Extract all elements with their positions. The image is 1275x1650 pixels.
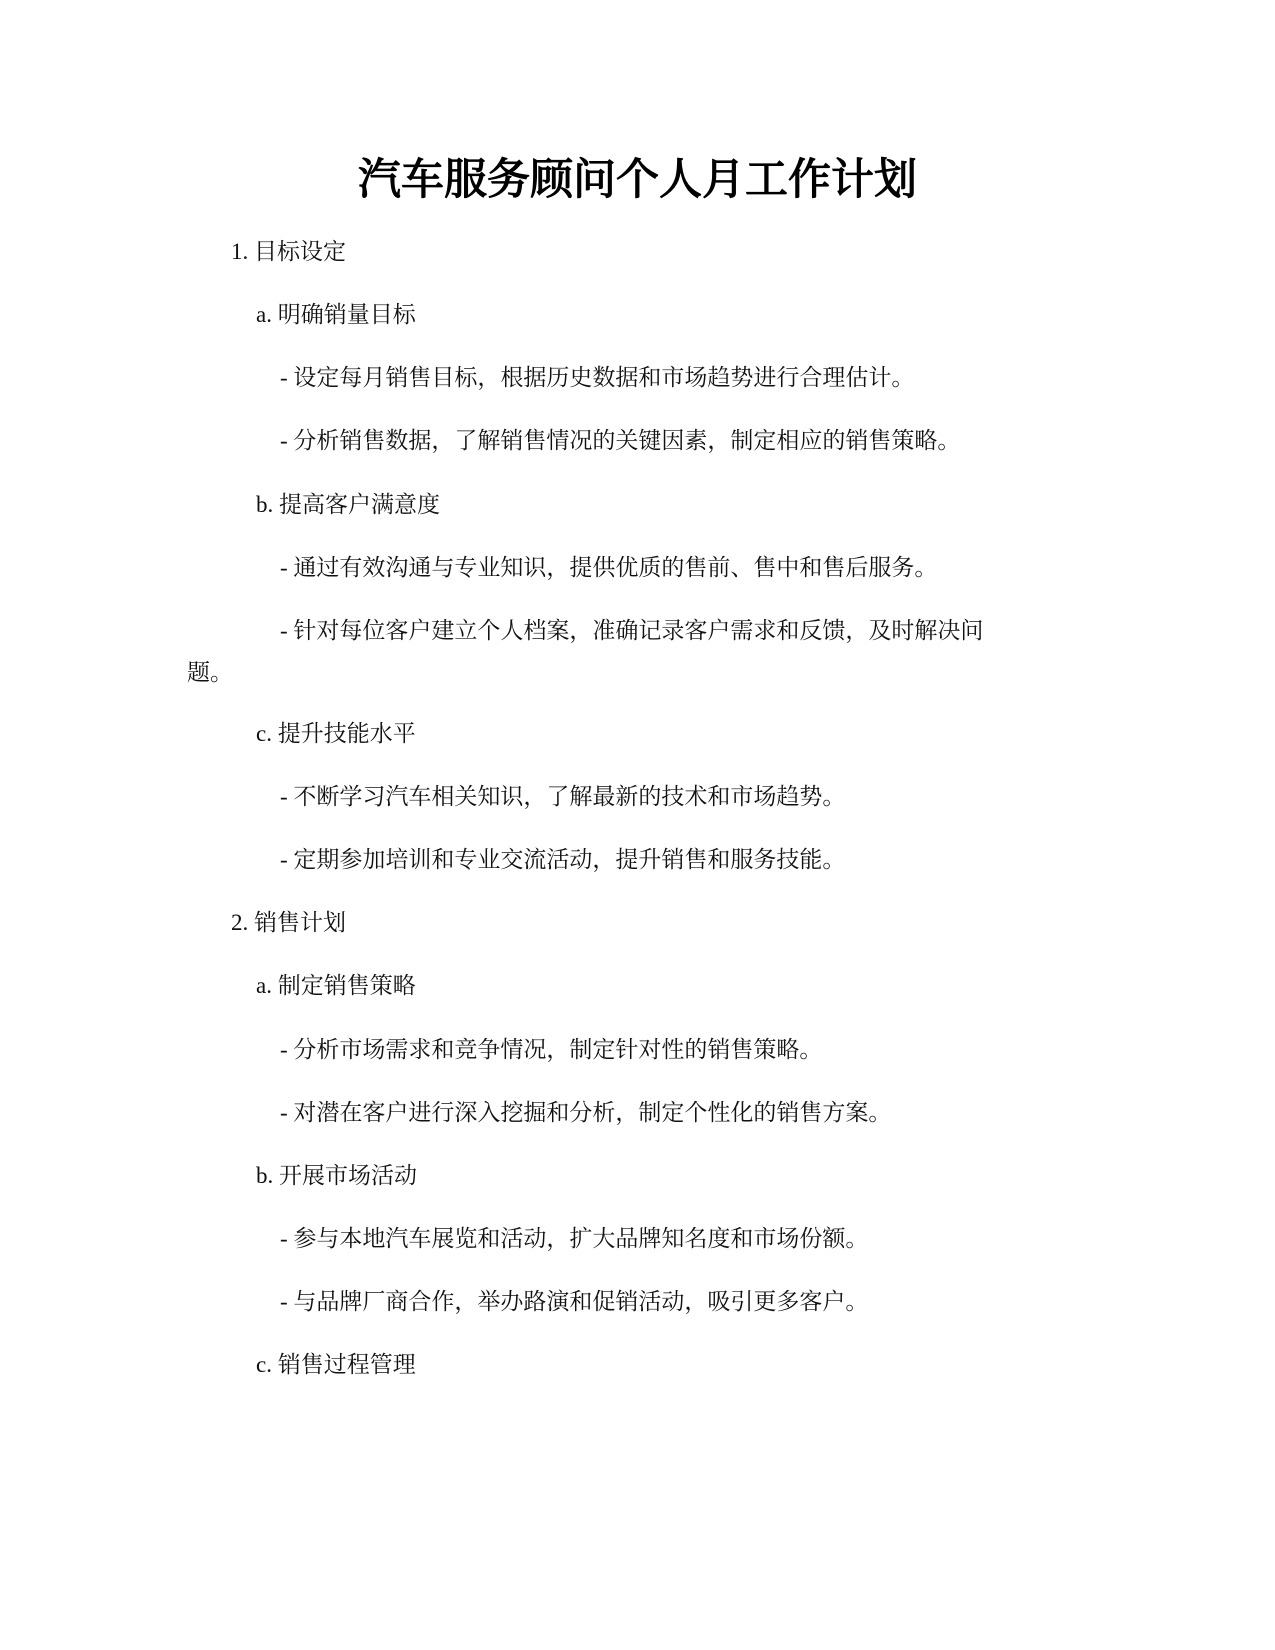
bullet-item-continuation: 题。	[187, 660, 233, 685]
subsection-heading: a. 制定销售策略	[256, 973, 416, 998]
subsection-heading: a. 明确销量目标	[256, 302, 416, 327]
bullet-item: - 分析销售数据，了解销售情况的关键因素，制定相应的销售策略。	[280, 428, 961, 453]
subsection-heading: b. 开展市场活动	[256, 1163, 417, 1188]
bullet-item: - 分析市场需求和竞争情况，制定针对性的销售策略。	[280, 1037, 823, 1062]
bullet-item: - 通过有效沟通与专业知识，提供优质的售前、售中和售后服务。	[280, 555, 938, 580]
document-title: 汽车服务顾问个人月工作计划	[358, 155, 917, 205]
bullet-item: - 针对每位客户建立个人档案，准确记录客户需求和反馈，及时解决问	[280, 618, 984, 643]
bullet-item: - 设定每月销售目标，根据历史数据和市场趋势进行合理估计。	[280, 365, 915, 390]
bullet-item: - 不断学习汽车相关知识，了解最新的技术和市场趋势。	[280, 784, 846, 809]
subsection-heading: c. 销售过程管理	[256, 1352, 416, 1377]
section-heading: 1. 目标设定	[231, 239, 346, 264]
subsection-heading: c. 提升技能水平	[256, 721, 416, 746]
bullet-item: - 定期参加培训和专业交流活动，提升销售和服务技能。	[280, 847, 846, 872]
bullet-item: - 对潜在客户进行深入挖掘和分析，制定个性化的销售方案。	[280, 1100, 892, 1125]
subsection-heading: b. 提高客户满意度	[256, 492, 440, 517]
bullet-item: - 与品牌厂商合作，举办路演和促销活动，吸引更多客户。	[280, 1289, 869, 1314]
section-heading: 2. 销售计划	[231, 910, 346, 935]
bullet-item: - 参与本地汽车展览和活动，扩大品牌知名度和市场份额。	[280, 1226, 869, 1251]
